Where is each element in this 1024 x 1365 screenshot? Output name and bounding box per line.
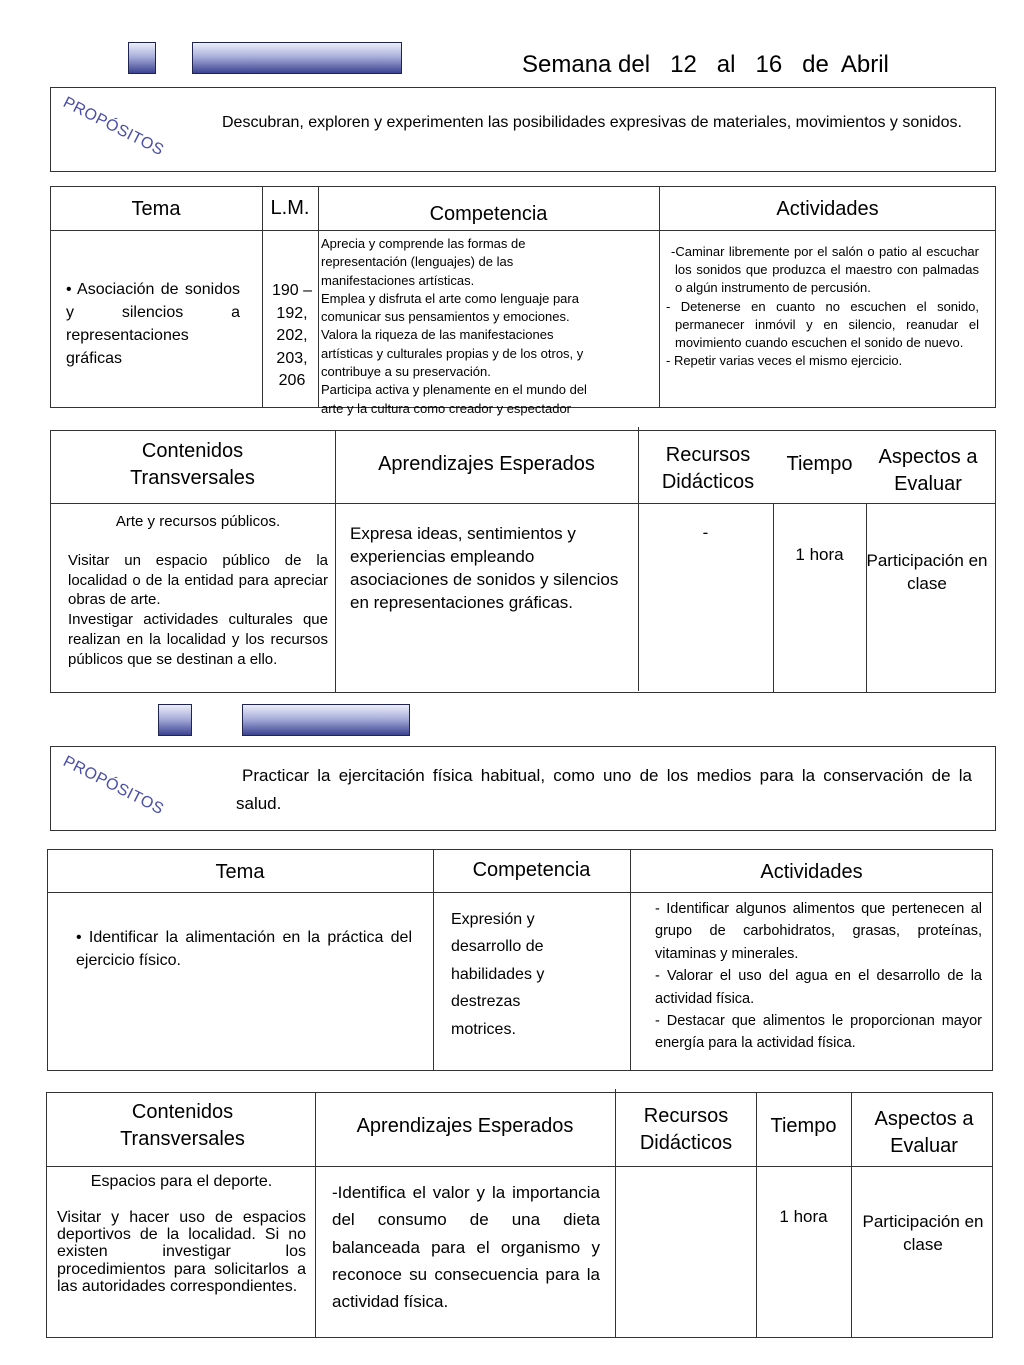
activity-item: - Valorar el uso del agua en el desarrollo de la actividad física. xyxy=(655,968,982,1007)
competencia-cell: Aprecia y comprende las formas de representación (lenguajes) de las manifestaciones artísticas. Emplea y disfruta el arte como lenguaje para comunicar sus pensamientos y emociones. Valora la riqueza de las manifestaciones artísticas y culturales propias y de los otros, y contribuye a su preservación. Participa activa y plenamente en el mundo del arte y la cultura como creador y espectador xyxy=(321,236,587,416)
col-header-recursos: Recursos Didácticos xyxy=(639,1105,733,1154)
contenidos-title: Arte y recursos públicos. xyxy=(115,513,281,530)
activity-item: - Detenerse en cuanto no escuchen el sonido, permanecer inmóvil y en silencio, reanudar el movimiento cuando escuchen el sonido de nuevo. xyxy=(666,298,979,351)
col-header-competencia: Competencia xyxy=(472,859,591,881)
purpose-text-2: Practicar la ejercitación física habitual, como uno de los medios para la conservación de la salud. xyxy=(236,766,972,813)
col-header-aspectos: Aspectos a Evaluar xyxy=(874,1108,974,1157)
col-header-contenidos: Contenidos Transversales xyxy=(130,440,255,489)
recursos-cell: - xyxy=(702,523,709,542)
actividades-cell xyxy=(655,898,982,1055)
competencia-cell: Expresión y desarrollo de habilidades y destrezas motrices. xyxy=(451,911,545,1038)
header-color-block-wide xyxy=(192,42,402,74)
aprendizajes-cell: -Identifica el valor y la importancia del consumo de una dieta balanceada para el organismo y reconoce su consecuencia para la actividad física. xyxy=(332,1183,600,1312)
table2-s1-col-line xyxy=(773,503,774,693)
col-header-tema: Tema xyxy=(215,861,265,883)
purpose-label-2: PROPÓSITOS xyxy=(60,753,167,819)
col-header-aprendizajes: Aprendizajes Esperados xyxy=(378,453,595,475)
table1-s1-header-line xyxy=(50,230,996,231)
table2-s2-col-line xyxy=(615,1089,616,1338)
aspectos-cell: Participación en clase xyxy=(862,1212,984,1254)
contenidos-cell xyxy=(68,512,328,670)
col-header-recursos: Recursos Didácticos xyxy=(661,444,755,493)
table2-s1-col-line xyxy=(866,503,867,693)
aspectos-cell: Participación en clase xyxy=(866,551,988,593)
table2-s2-col-line xyxy=(851,1092,852,1338)
contenidos-cell xyxy=(57,1171,306,1295)
col-header-tiempo: Tiempo xyxy=(786,453,853,475)
purpose-label-1: PROPÓSITOS xyxy=(60,94,167,160)
section2-color-block-small xyxy=(158,704,192,736)
tiempo-cell: 1 hora xyxy=(795,545,844,564)
activity-item: - Identificar algunos alimentos que pertenecen al grupo de carbohidratos, grasas, proteínas, vitaminas y minerales. xyxy=(655,901,982,962)
contenidos-item: Investigar actividades culturales que realizan en la localidad y los recursos públicos que se destinan a ello. xyxy=(68,611,328,668)
lm-cell: 190 – 192, 202, 203, 206 xyxy=(271,282,313,389)
col-header-lm: L.M. xyxy=(270,197,310,219)
table1-s2-header-line xyxy=(47,892,993,893)
activity-item: - Repetir varias veces el mismo ejercicio. xyxy=(666,353,903,369)
tiempo-cell: 1 hora xyxy=(779,1207,828,1226)
col-header-tema: Tema xyxy=(131,198,181,220)
section2-color-block-wide xyxy=(242,704,410,736)
header-color-block-small xyxy=(128,42,156,74)
aprendizajes-cell: Expresa ideas, sentimientos y experiencias empleando asociaciones de sonidos y silencios en representaciones gráficas. xyxy=(350,524,619,612)
activity-item: - Destacar que alimentos le proporcionan mayor energía para la actividad física. xyxy=(655,1013,982,1052)
contenidos-title: Espacios para el deporte. xyxy=(90,1173,273,1190)
col-header-aspectos: Aspectos a Evaluar xyxy=(878,446,978,495)
tema-cell: • Asociación de sonidos y silencios a representaciones gráficas xyxy=(66,281,240,367)
table2-s1-header-line xyxy=(50,503,996,504)
col-header-aprendizajes: Aprendizajes Esperados xyxy=(356,1115,574,1137)
activity-item: -Caminar libremente por el salón o patio al escuchar los sonidos que produzca el maestro con palmadas o algún instrumento de percusión. xyxy=(671,244,979,296)
col-header-actividades: Actividades xyxy=(760,861,863,883)
actividades-cell xyxy=(666,243,979,370)
col-header-actividades: Actividades xyxy=(776,198,879,220)
contenidos-item: Visitar y hacer uso de espacios deportivos de la localidad. Si no existen investigar los procedimientos para solicitarlos a las autoridades correspondientes. xyxy=(57,1209,306,1295)
col-header-competencia: Competencia xyxy=(429,203,548,225)
tema-cell: • Identificar la alimentación en la práctica del ejercicio físico. xyxy=(76,929,412,969)
col-header-tiempo: Tiempo xyxy=(770,1115,837,1137)
col-header-contenidos: Contenidos Transversales xyxy=(120,1101,245,1150)
week-title: Semana del 12 al 16 de Abril xyxy=(522,51,889,78)
table2-s1-col-line xyxy=(638,427,639,691)
contenidos-item: Visitar un espacio público de la localidad o de la entidad para apreciar obras de arte. xyxy=(68,551,328,609)
purpose-text-1: Descubran, exploren y experimenten las posibilidades expresivas de materiales, movimientos y sonidos. xyxy=(222,114,962,131)
